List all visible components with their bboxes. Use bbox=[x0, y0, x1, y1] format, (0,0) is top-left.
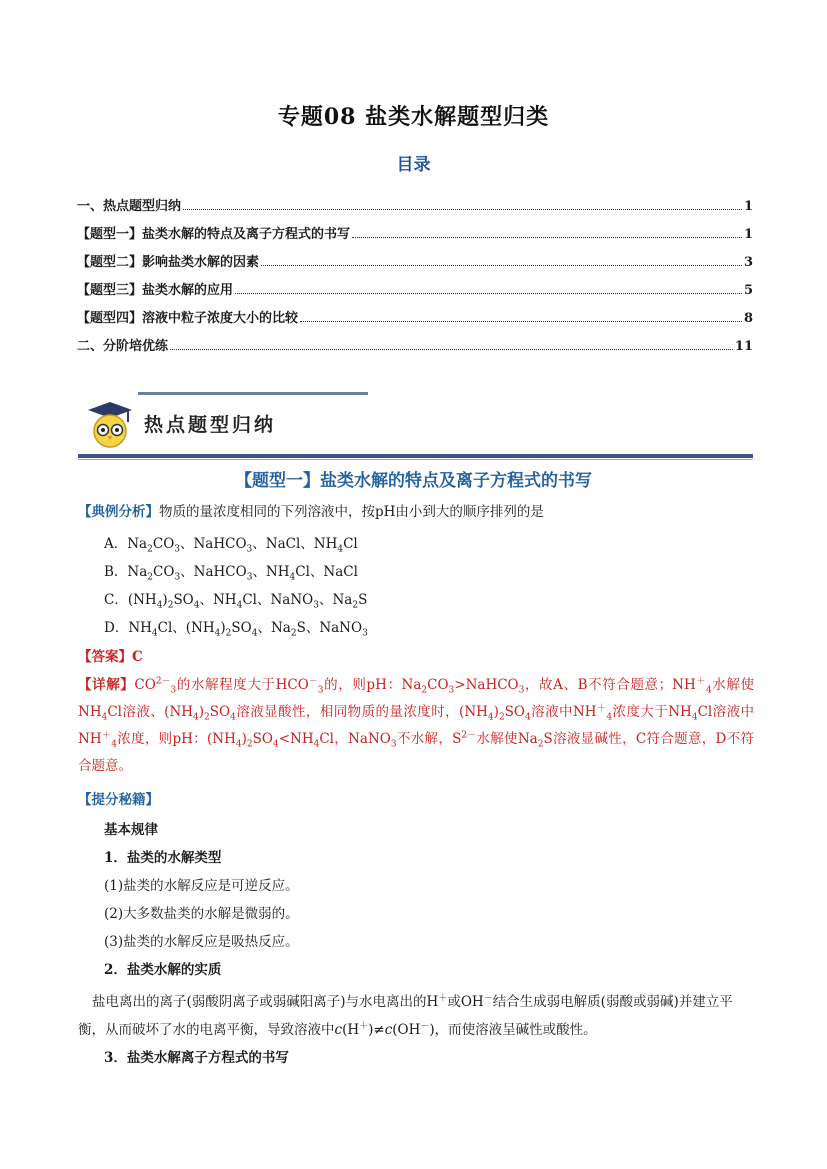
section-title: 【题型一】盐类水解的特点及离子方程式的书写 bbox=[235, 471, 592, 491]
option-c: C．$(NH_4)_2SO_4$、$NH_4Cl$、NaNO$_3$、$Na_2S$ bbox=[104, 592, 368, 611]
toc-item[interactable] bbox=[77, 242, 753, 270]
toc-item-page: 1 bbox=[743, 227, 753, 242]
detail-explanation: 【详解】$CO^{2-}_3$的水解程度大于$HCO^-_3$的，则pH：$Na_2CO_3>NaHCO_3$，故A、B不符合题意；$NH^+_4$水解使$NH_4Cl$溶液、$(NH_4)_2SO_4$溶液显酸性，相同物质的量浓度时，$(NH_4)_2SO_4$溶液中$NH^+_4$浓度大于$NH_4Cl$溶液中$NH^+_4$浓度，则pH：$(NH_4)_2SO_4<NH_4Cl$，NaNO$_3$不水解，$S^{2-}$水解使$Na_2S$溶液显碱性，C符合题意，D不符合题意。 bbox=[78, 676, 754, 774]
subheading-1: 1．盐类的水解类型 bbox=[104, 850, 222, 866]
section-banner bbox=[78, 390, 753, 462]
toc-item-page: 8 bbox=[743, 311, 753, 326]
toc-leader bbox=[183, 209, 742, 210]
option-d: D．$NH_4Cl$、$(NH_4)_2SO_4$、$Na_2S$、NaNO$_3$ bbox=[104, 620, 368, 639]
toc-item-label: 【题型二】影响盐类水解的因素 bbox=[77, 255, 260, 270]
toc-item[interactable] bbox=[77, 270, 753, 298]
toc-item-page: 11 bbox=[734, 339, 753, 354]
option-a: A．$Na_2CO_3$、NaHCO$_3$、NaCl、$NH_4Cl$ bbox=[104, 536, 358, 555]
toc-item[interactable] bbox=[77, 214, 753, 242]
answer-tag: 【答案】 bbox=[78, 649, 132, 665]
point-1: (1)盐类的水解反应是可逆反应。 bbox=[104, 878, 299, 894]
toc-leader bbox=[170, 349, 733, 350]
toc-item-label: 【题型四】溶液中粒子浓度大小的比较 bbox=[77, 311, 299, 326]
toc-item[interactable] bbox=[77, 326, 753, 354]
toc-heading: 目录 bbox=[396, 155, 431, 175]
tips-tag: 【提分秘籍】 bbox=[78, 792, 159, 808]
banner-bottom-rule-thin bbox=[78, 459, 753, 460]
toc-leader bbox=[261, 265, 742, 266]
toc-item-label: 二、分阶培优练 bbox=[77, 339, 169, 354]
toc-leader bbox=[352, 237, 742, 238]
example-question bbox=[78, 500, 544, 520]
detail-tag: 【详解】 bbox=[78, 677, 135, 693]
basic-rule-heading: 基本规律 bbox=[104, 822, 158, 838]
banner-title: 热点题型归纳 bbox=[144, 414, 277, 436]
toc-item-page: 1 bbox=[743, 199, 753, 214]
toc-item-label: 一、热点题型归纳 bbox=[77, 199, 182, 214]
subheading-2: 2．盐类水解的实质 bbox=[104, 962, 222, 978]
toc-item-page: 5 bbox=[743, 283, 753, 298]
answer bbox=[78, 645, 143, 665]
toc-leader bbox=[235, 293, 742, 294]
document-title: 专题08 盐类水解题型归类 bbox=[277, 104, 550, 130]
point-3: (3)盐类的水解反应是吸热反应。 bbox=[104, 934, 299, 950]
point-2: (2)大多数盐类的水解是微弱的。 bbox=[104, 906, 299, 922]
toc-item-label: 【题型一】盐类水解的特点及离子方程式的书写 bbox=[77, 227, 351, 242]
toc-item-page: 3 bbox=[743, 255, 753, 270]
subheading-3: 3．盐类水解离子方程式的书写 bbox=[104, 1050, 289, 1066]
question-text: 物质的量浓度相同的下列溶液中，按pH由小到大的顺序排列的是 bbox=[159, 504, 544, 520]
banner-top-rule bbox=[138, 392, 368, 395]
toc-item[interactable] bbox=[77, 186, 753, 214]
toc-item[interactable] bbox=[77, 298, 753, 326]
toc-leader bbox=[300, 321, 742, 322]
toc-item-label: 【题型三】盐类水解的应用 bbox=[77, 283, 234, 298]
banner-bottom-rule bbox=[78, 454, 753, 458]
answer-value: C bbox=[132, 649, 143, 665]
option-b: B．$Na_2CO_3$、NaHCO$_3$、$NH_4Cl$、NaCl bbox=[104, 564, 358, 583]
table-of-contents bbox=[77, 186, 753, 354]
example-tag: 【典例分析】 bbox=[78, 504, 159, 520]
scholar-owl-icon bbox=[84, 398, 136, 450]
essence-paragraph: 盐电离出的离子(弱酸阴离子或弱碱阳离子)与水电离出的H＋或OH－结合生成弱电解质(弱酸或弱碱)并建立平衡，从而破坏了水的电离平衡，导致溶液中c(H＋)≠c(OH－)，而使溶液呈碱性或酸性。 bbox=[78, 993, 733, 1038]
